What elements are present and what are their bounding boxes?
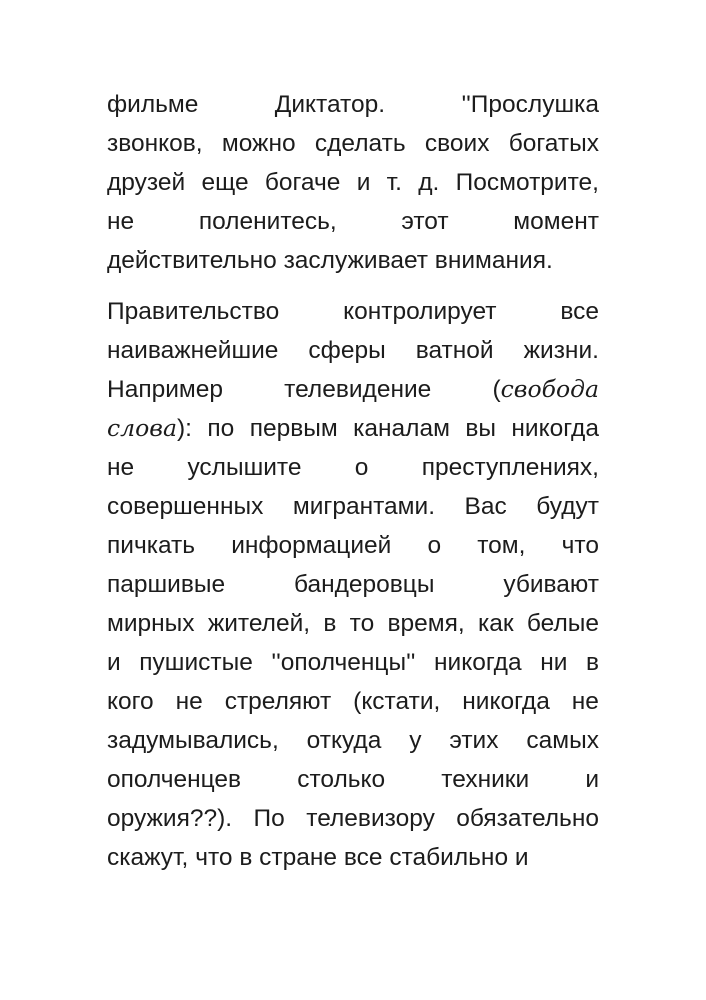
- word: и: [514, 844, 529, 871]
- word: По: [253, 805, 285, 832]
- word: д.: [418, 169, 440, 196]
- word: мигрантами.: [292, 493, 436, 520]
- word: стабильно: [389, 844, 509, 871]
- word: внимания.: [434, 247, 553, 274]
- word: услышите: [187, 454, 302, 481]
- word: как: [477, 610, 514, 637]
- word: стреляют: [224, 688, 332, 715]
- word: наиважнейшие: [107, 337, 279, 364]
- text-line: [107, 799, 599, 838]
- word: скажут,: [107, 844, 189, 871]
- word: и: [585, 766, 599, 793]
- word: стране: [259, 844, 338, 871]
- italic-word: слова: [107, 414, 177, 442]
- word: совершенных: [107, 493, 264, 520]
- word: у: [409, 727, 422, 754]
- word: задумывались,: [107, 727, 279, 754]
- word: слова):: [107, 414, 192, 442]
- word: фильме: [107, 91, 199, 118]
- word: обязательно: [456, 805, 599, 832]
- word: мирных: [107, 610, 195, 637]
- word: поленитесь,: [198, 208, 337, 235]
- word: не: [107, 208, 135, 235]
- word: все: [343, 844, 383, 871]
- word: жизни.: [523, 337, 599, 364]
- word: по: [207, 415, 235, 442]
- word: самых: [526, 727, 599, 754]
- text-line: [107, 124, 599, 163]
- word: Правительство: [107, 298, 280, 325]
- word: бандеровцы: [293, 571, 435, 598]
- word: в: [323, 610, 337, 637]
- text-line: [107, 682, 599, 721]
- word: паршивые: [107, 571, 226, 598]
- word: вы: [465, 415, 496, 442]
- word: никогда: [511, 415, 599, 442]
- word: информацией: [231, 532, 392, 559]
- text-line: [107, 643, 599, 682]
- text-line: [107, 721, 599, 760]
- word: сферы: [308, 337, 386, 364]
- italic-word: свобода: [500, 375, 599, 403]
- word: никогда: [434, 649, 522, 676]
- word: том,: [477, 532, 526, 559]
- word: не: [571, 688, 599, 715]
- word: еще: [201, 169, 249, 196]
- word: этих: [449, 727, 499, 754]
- word: о: [427, 532, 442, 559]
- word: т.: [386, 169, 402, 196]
- word: оружия??).: [107, 805, 233, 832]
- word: каналам: [353, 415, 450, 442]
- word: телевизору: [306, 805, 435, 832]
- word: своих: [424, 130, 490, 157]
- word: (свобода: [492, 375, 599, 403]
- word: и: [107, 649, 121, 676]
- word: момент: [513, 208, 599, 235]
- word: Диктатор.: [274, 91, 386, 118]
- word: кого: [107, 688, 154, 715]
- word: пичкать: [107, 532, 196, 559]
- text-line: [107, 565, 599, 604]
- word: друзей: [107, 169, 186, 196]
- word: пушистые: [139, 649, 253, 676]
- text-line: [107, 604, 599, 643]
- text-line: [107, 202, 599, 241]
- word: Например: [107, 376, 223, 403]
- word: этот: [401, 208, 449, 235]
- word: то: [349, 610, 375, 637]
- text-line: [107, 85, 599, 124]
- word: и: [356, 169, 371, 196]
- word: ополченцев: [107, 766, 242, 793]
- word: можно: [221, 130, 296, 157]
- word: в: [239, 844, 253, 871]
- text-line: [107, 241, 599, 280]
- word: не: [107, 454, 135, 481]
- word: Вас: [464, 493, 507, 520]
- text-line: [107, 370, 599, 409]
- text-line: [107, 409, 599, 448]
- word: ни: [540, 649, 568, 676]
- paragraph: [107, 292, 599, 877]
- word: ''Прослушка: [461, 91, 599, 118]
- word: о: [354, 454, 369, 481]
- word: в: [585, 649, 599, 676]
- word: первым: [249, 415, 338, 442]
- word: все: [560, 298, 599, 325]
- text-line: [107, 448, 599, 487]
- word: столько: [297, 766, 386, 793]
- word: Посмотрите,: [455, 169, 599, 196]
- paragraph: [107, 85, 599, 280]
- word: телевидение: [284, 376, 432, 403]
- word: преступлениях,: [421, 454, 599, 481]
- text-line: [107, 838, 599, 877]
- word: техники: [441, 766, 530, 793]
- word: сделать: [314, 130, 406, 157]
- text-line: [107, 331, 599, 370]
- word: действительно: [107, 247, 277, 274]
- text-line: [107, 487, 599, 526]
- word: ''ополченцы'': [271, 649, 416, 676]
- word: убивают: [503, 571, 599, 598]
- text-line: [107, 163, 599, 202]
- word: откуда: [306, 727, 382, 754]
- text-line: [107, 292, 599, 331]
- word: жителей,: [207, 610, 311, 637]
- word: что: [561, 532, 599, 559]
- word: (кстати,: [353, 688, 441, 715]
- word: звонков,: [107, 130, 203, 157]
- word: богаче: [264, 169, 341, 196]
- word: что: [195, 844, 233, 871]
- word: будут: [536, 493, 599, 520]
- text-line: [107, 526, 599, 565]
- text-line: [107, 760, 599, 799]
- word: время,: [387, 610, 465, 637]
- word: контролирует: [343, 298, 497, 325]
- word: никогда: [462, 688, 550, 715]
- word: богатых: [508, 130, 599, 157]
- word: ватной: [415, 337, 494, 364]
- word: белые: [526, 610, 599, 637]
- word: заслуживает: [283, 247, 428, 274]
- word: не: [175, 688, 203, 715]
